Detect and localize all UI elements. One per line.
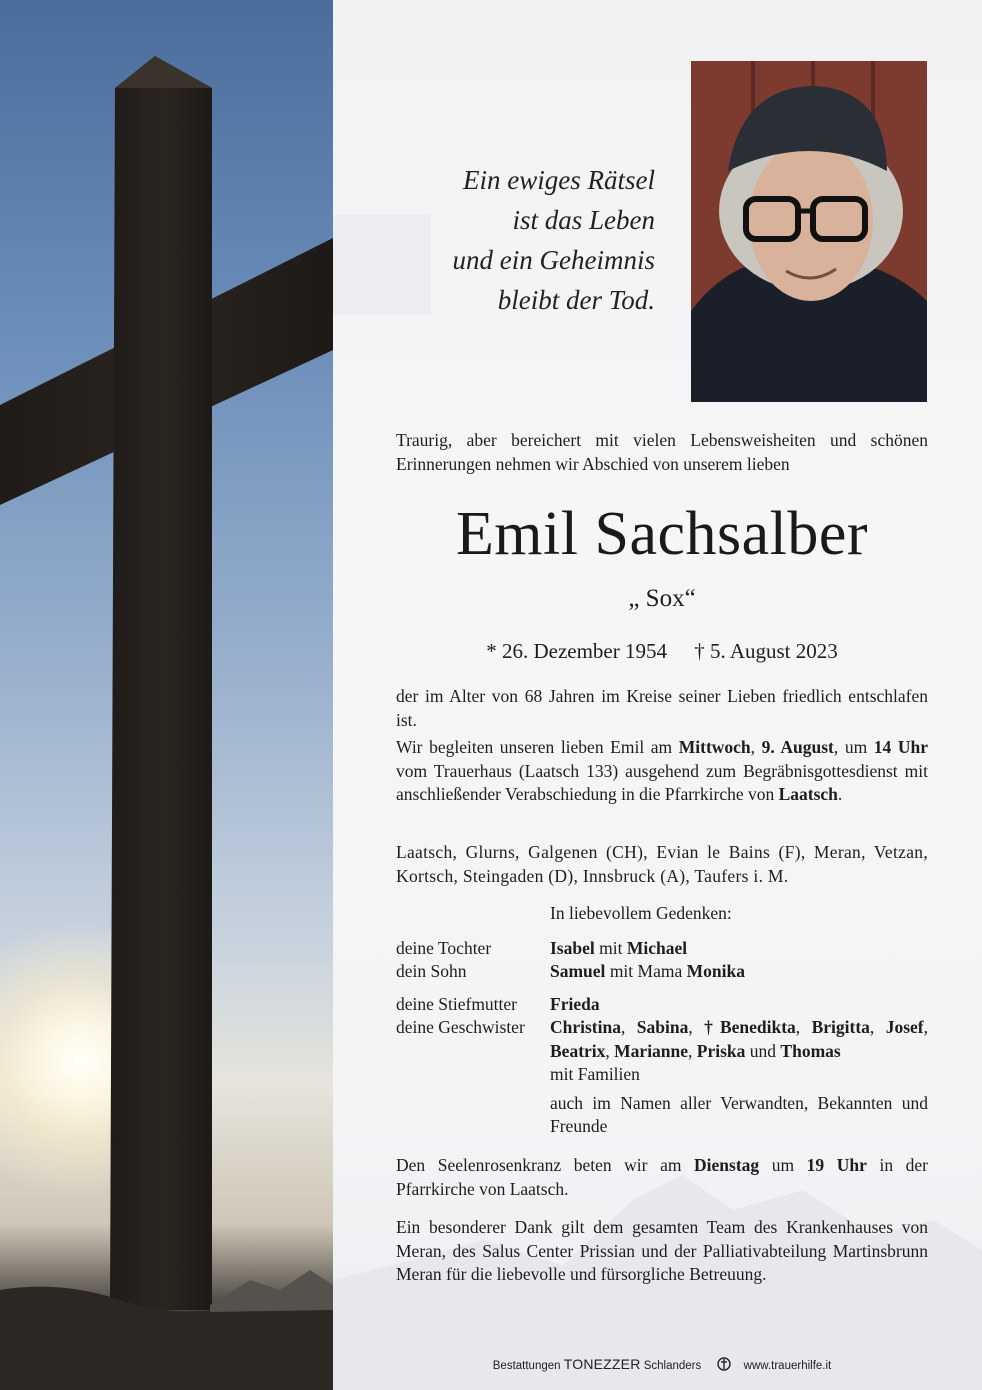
quote-line: bleibt der Tod. [497, 285, 655, 315]
cross-sky-photo [0, 0, 333, 1390]
funeral-text-part: Wir begleiten unseren lieben Emil am [396, 737, 679, 757]
relatives-text: auch im Namen aller Verwandten, Bekannten und Freunde [550, 1092, 928, 1136]
memory-heading: In liebevollem Gedenken: [550, 903, 732, 923]
mourner-connector: mit Mama [605, 961, 687, 981]
portrait-illustration [691, 61, 927, 402]
quote-line: ist das Leben [512, 205, 655, 235]
distant-mountain [210, 1270, 333, 1312]
website-link[interactable]: www.trauerhilfe.it [743, 1360, 832, 1372]
relatives-row [396, 1092, 928, 1139]
relation-label: dein Sohn [396, 961, 467, 981]
families-text: mit Familien [550, 1064, 640, 1084]
rosary-text-part: in der Pfarrkirche von Laatsch. [396, 1155, 928, 1199]
footer-suffix: Schlanders [640, 1360, 702, 1372]
thanks-text: Ein besonderer Dank gilt dem gesamten Team des Krankenhauses von Meran, des Salus Center Prissian und der Palliativabteilung Martinsbrunn Meran für die liebevolle und fürsorgliche Betreuung. [396, 1217, 928, 1284]
cross-top [115, 56, 212, 88]
quote [400, 160, 655, 320]
funeral-place: Laatsch [778, 784, 838, 804]
mourner-name: Monika [686, 961, 745, 981]
relation-label: deine Stiefmutter [396, 993, 518, 1014]
mourner-connector: mit [594, 937, 627, 958]
mourner-row [396, 937, 928, 961]
mourner-row [396, 960, 928, 984]
funeral-text-part: , um [833, 737, 874, 757]
mourner-name: †Benedikta [704, 1017, 796, 1037]
cross-icon [0, 0, 333, 1390]
deceased-name: Emil Sachsalber [455, 500, 869, 568]
intro-text: Traurig, aber bereichert mit vielen Lebensweisheiten und schönen Erinnerungen nehmen wir Abschied von unserem lieben [396, 430, 928, 474]
mourner-name: Marianne [614, 1040, 689, 1061]
mourners-list [396, 902, 928, 1139]
rosary-text [396, 1154, 928, 1201]
quote-line: Ein ewiges Rätsel [463, 165, 655, 195]
life-dates [396, 637, 928, 665]
mourner-name: Beatrix [550, 1040, 606, 1061]
places-text: Laatsch, Glurns, Galgenen (CH), Evian le Bains (F), Meran, Vetzan, Kortsch, Steingaden (D), Innsbruck (A), Taufers i. M. [396, 842, 928, 886]
portrait-photo [691, 61, 927, 402]
funeral-day: Mittwoch [678, 737, 751, 757]
footer-prefix: Bestattungen [492, 1360, 564, 1372]
funeral-text [396, 736, 928, 807]
rosary-time: 19 Uhr [806, 1155, 867, 1175]
relation-label: deine Geschwister [396, 1017, 525, 1037]
mourner-name: Samuel [550, 961, 606, 981]
footer-brand: TONEZZER [563, 1356, 641, 1372]
birth-date: * 26. Dezember 1954 [486, 639, 667, 663]
mourner-connector: und [745, 1040, 781, 1061]
funeral-text-part: . [837, 784, 843, 804]
mourner-name: Thomas [780, 1040, 841, 1061]
mourner-name: Christina [550, 1017, 621, 1037]
age-text: der im Alter von 68 Jahren im Kreise seiner Lieben friedlich entschlafen ist. [396, 686, 928, 730]
footer [396, 1356, 928, 1374]
mourner-name: Sabina [636, 1017, 689, 1037]
mourner-row [396, 993, 928, 1017]
mourner-name: Isabel [550, 937, 595, 958]
funeral-text-part: , [750, 737, 762, 757]
memory-heading-row [396, 902, 928, 926]
mourner-name: Brigitta [811, 1017, 870, 1037]
relation-label: deine Tochter [396, 937, 492, 958]
trauerhilfe-logo-icon [714, 1357, 734, 1374]
funeral-text-part: vom Trauerhaus (Laatsch 133) ausgehend zum Begräbnisgottesdienst mit anschließender Verabschiedung in die Pfarrkirche von [396, 760, 928, 804]
rosary-day: Dienstag [694, 1155, 760, 1175]
mourner-row: deine Geschwister Christina, Sabina, †Benedikta, Brigitta, Josef, Beatrix, Marianne, Priska und Thomas mit Familien [396, 1016, 928, 1087]
quote-line: und ein Geheimnis [452, 245, 655, 275]
mourner-name: Priska [696, 1040, 746, 1061]
nickname: „ Sox“ [628, 585, 696, 612]
mourner-name: Josef [885, 1017, 924, 1037]
cross-post [110, 56, 212, 1310]
funeral-time: 14 Uhr [873, 737, 929, 757]
rosary-text-part: Den Seelenrosenkranz beten wir am [396, 1155, 695, 1175]
mourner-name: Frieda [550, 993, 600, 1014]
funeral-date: 9. August [761, 737, 834, 757]
rosary-text-part: um [759, 1155, 807, 1175]
mourner-name: Michael [626, 937, 688, 958]
death-date: † 5. August 2023 [694, 639, 838, 663]
